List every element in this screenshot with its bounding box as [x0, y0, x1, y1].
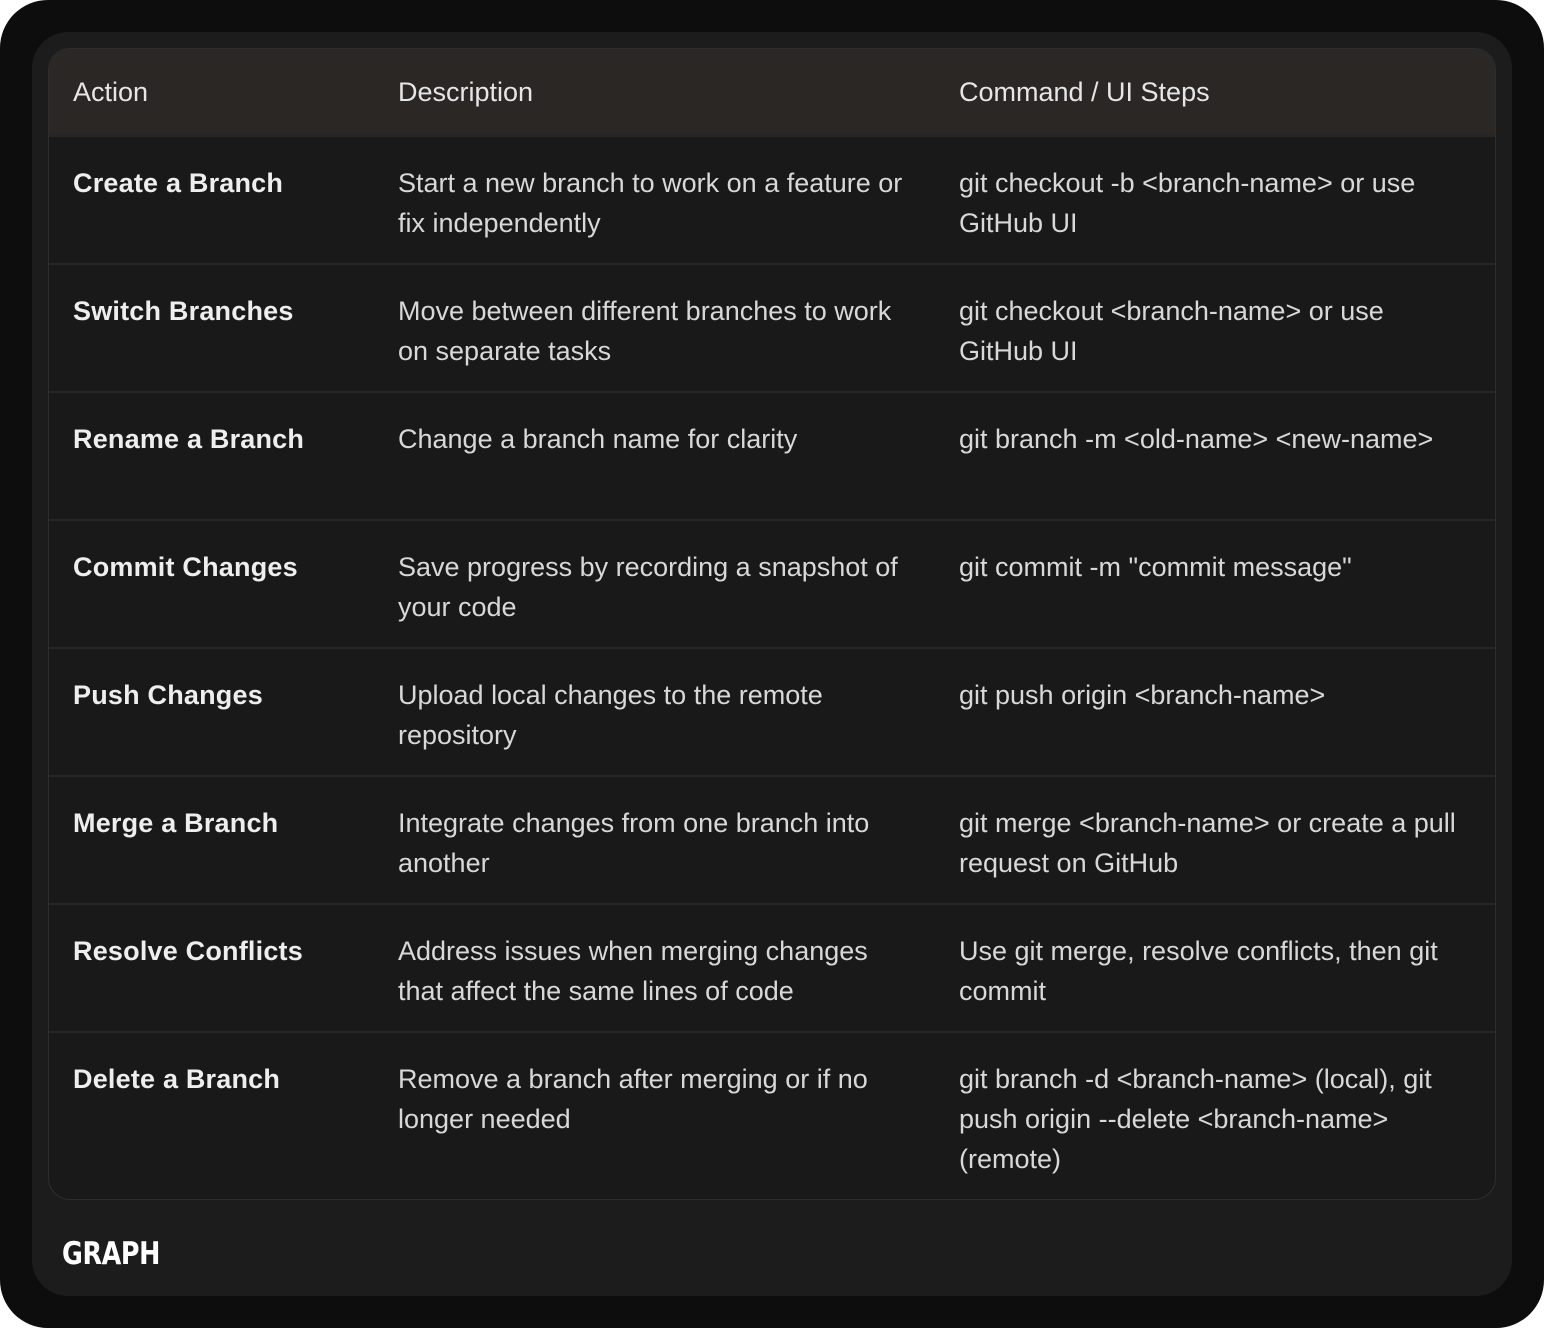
command-cell: git checkout <branch-name> or use GitHub UI [959, 296, 1384, 366]
command-cell: Use git merge, resolve conflicts, then git commit [959, 936, 1438, 1006]
command-cell: git checkout -b <branch-name> or use GitHub UI [959, 168, 1416, 238]
command-cell: git merge <branch-name> or create a pull request on GitHub [959, 808, 1456, 878]
description-cell: Address issues when merging changes that affect the same lines of code [398, 936, 868, 1006]
action-cell: Delete a Branch [73, 1064, 281, 1094]
command-cell: git branch -m <old-name> <new-name> [959, 424, 1434, 454]
description-cell: Integrate changes from one branch into another [398, 808, 870, 878]
action-cell: Push Changes [73, 680, 263, 710]
table-row [49, 264, 1495, 392]
command-cell: git commit -m "commit message" [959, 552, 1352, 582]
table-row [49, 392, 1495, 520]
table-container [48, 48, 1496, 1200]
action-cell: Commit Changes [73, 552, 298, 582]
screen [32, 32, 1512, 1296]
description-cell: Start a new branch to work on a feature or fix independently [398, 168, 903, 238]
header-row [49, 49, 1495, 136]
action-cell: Resolve Conflicts [73, 936, 303, 966]
command-cell: git push origin <branch-name> [959, 680, 1326, 710]
description-cell: Change a branch name for clarity [398, 424, 798, 454]
table-row [49, 776, 1495, 904]
table-row [49, 520, 1495, 648]
header-command: Command / UI Steps [959, 76, 1210, 107]
description-cell: Remove a branch after merging or if no longer needed [398, 1064, 868, 1134]
description-cell: Move between different branches to work on separate tasks [398, 296, 892, 366]
table-row [49, 648, 1495, 776]
graph-logo: GRAPH [62, 1236, 160, 1272]
description-cell: Upload local changes to the remote repository [398, 680, 823, 750]
description-cell: Save progress by recording a snapshot of your code [398, 552, 898, 622]
table-row [49, 904, 1495, 1032]
header-action: Action [73, 76, 149, 107]
action-cell: Create a Branch [73, 168, 284, 198]
command-cell: git branch -d <branch-name> (local), git push origin --delete <branch-name> (remote) [959, 1064, 1432, 1174]
action-cell: Switch Branches [73, 296, 294, 326]
table-row [49, 1032, 1495, 1200]
git-branch-actions-table [49, 49, 1495, 1200]
action-cell: Rename a Branch [73, 424, 305, 454]
table-header [49, 49, 1495, 136]
table-row [49, 136, 1495, 264]
header-description: Description [398, 76, 534, 107]
table-body [49, 136, 1495, 1200]
action-cell: Merge a Branch [73, 808, 279, 838]
